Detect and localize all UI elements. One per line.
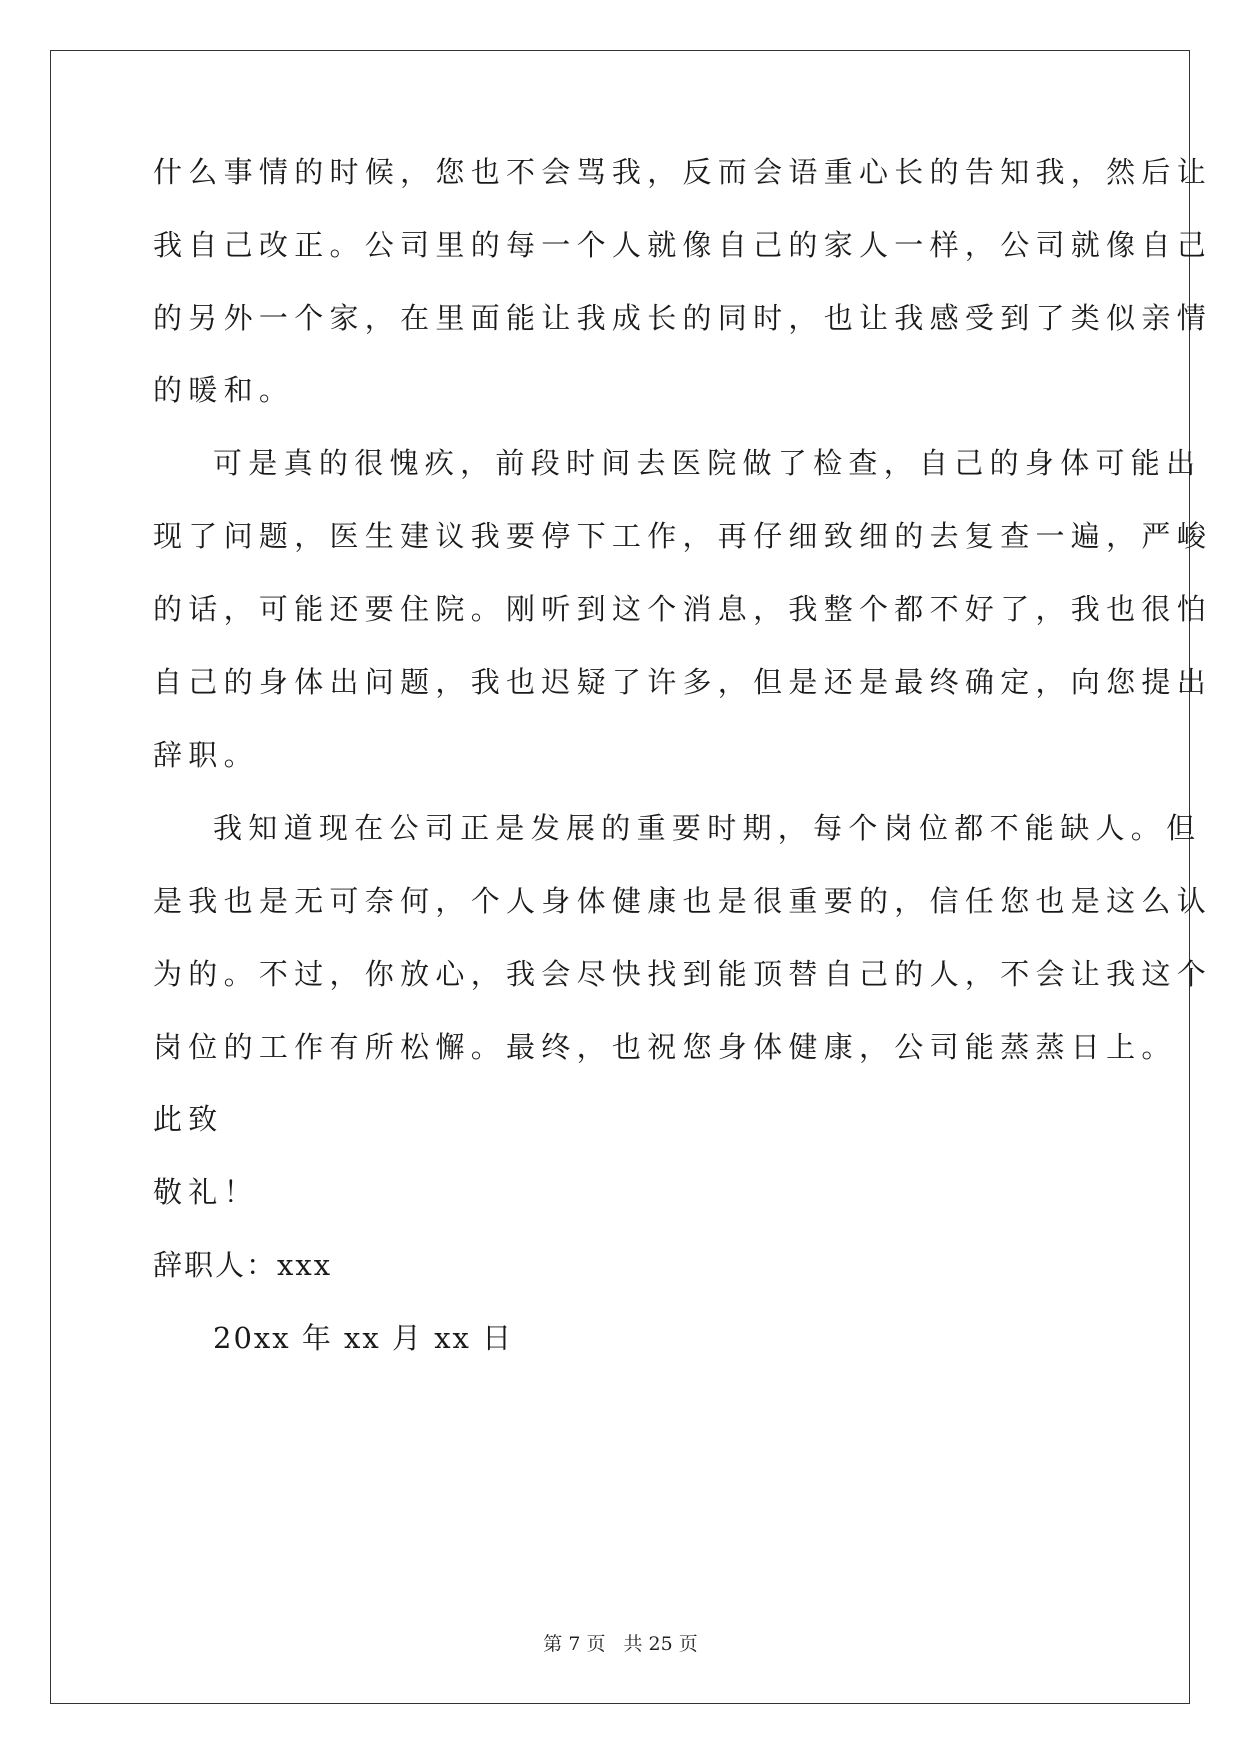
paragraph-line: 现了问题，医生建议我要停下工作，再仔细致细的去复查一遍，严峻 (153, 519, 1213, 553)
page-number: 第 7 页 (543, 1633, 606, 1655)
paragraph-line: 我自己改正。公司里的每一个人就像自己的家人一样，公司就像自己 (153, 228, 1213, 262)
paragraph-line: 可是真的很愧疚，前段时间去医院做了检查，自己的身体可能出 (213, 446, 1202, 480)
date-line: 20xx 年 xx 月 xx 日 (213, 1321, 514, 1355)
paragraph-line: 什么事情的时候，您也不会骂我，反而会语重心长的告知我，然后让 (153, 155, 1213, 189)
signature-line: 辞职人：xxx (153, 1248, 333, 1282)
paragraph-line: 我知道现在公司正是发展的重要时期，每个岗位都不能缺人。但 (213, 811, 1202, 845)
page-total: 共 25 页 (623, 1633, 698, 1655)
paragraph-line: 是我也是无可奈何，个人身体健康也是很重要的，信任您也是这么认 (153, 884, 1213, 918)
closing-regards: 敬礼！ (153, 1175, 259, 1209)
paragraph-line: 的话，可能还要住院。刚听到这个消息，我整个都不好了，我也很怕 (153, 592, 1213, 626)
page-footer (0, 1632, 1241, 1656)
paragraph-line: 自己的身体出问题，我也迟疑了许多，但是还是最终确定，向您提出 (153, 665, 1213, 699)
paragraph-line: 为的。不过，你放心，我会尽快找到能顶替自己的人，不会让我这个 (153, 957, 1213, 991)
paragraph-line: 岗位的工作有所松懈。最终，也祝您身体健康，公司能蒸蒸日上。 (153, 1030, 1177, 1064)
closing-salutation: 此致 (153, 1102, 224, 1136)
paragraph-line: 的暖和。 (153, 373, 295, 407)
paragraph-line: 的另外一个家，在里面能让我成长的同时，也让我感受到了类似亲情 (153, 301, 1213, 335)
paragraph-line: 辞职。 (153, 738, 259, 772)
